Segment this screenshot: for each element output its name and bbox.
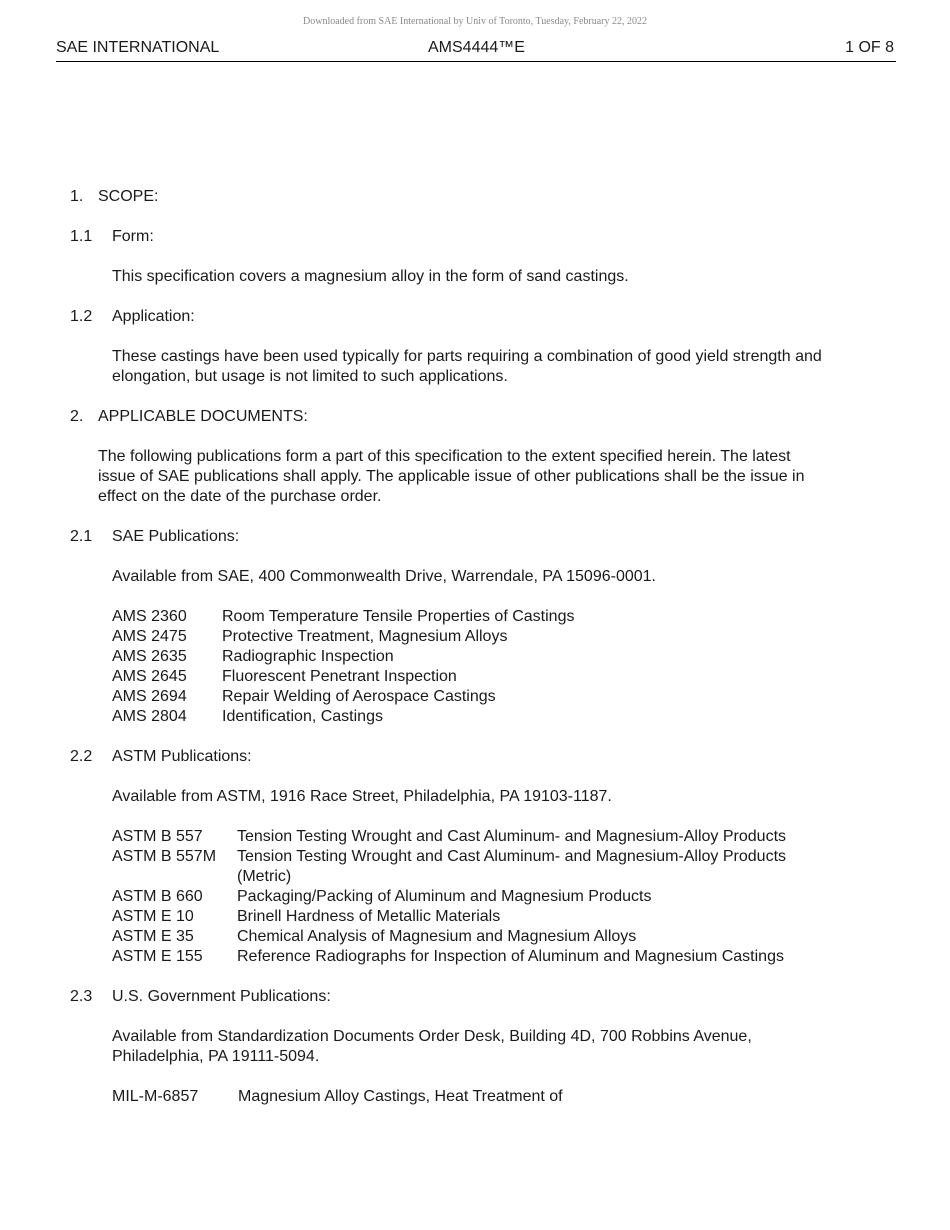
doc-code: AMS 2645 — [112, 668, 187, 685]
section-1-2-heading — [70, 307, 880, 327]
doc-code: ASTM B 557 — [112, 828, 203, 845]
doc-title: Tension Testing Wrought and Cast Aluminum- and Magnesium-Alloy Products (Metric) — [237, 848, 787, 885]
section-2-1-heading — [70, 527, 880, 547]
sae-availability: Available from SAE, 400 Commonwealth Drive, Warrendale, PA 15096-0001. — [112, 568, 656, 585]
sae-doc-row — [70, 667, 880, 687]
doc-code: ASTM E 155 — [112, 948, 203, 965]
doc-code: AMS 2360 — [112, 608, 187, 625]
download-watermark: Downloaded from SAE International by Univ of Toronto, Tuesday, February 22, 2022 — [303, 16, 647, 27]
sae-doc-row — [70, 687, 880, 707]
astm-doc-row — [70, 927, 880, 947]
gov-availability-line: Philadelphia, PA 19111-5094. — [112, 1048, 320, 1065]
application-paragraph-line: These castings have been used typically for parts requiring a combination of good yield strength and — [112, 348, 822, 365]
section-number: 2. — [70, 408, 84, 425]
section-2-3-heading — [70, 987, 880, 1007]
doc-code: AMS 2475 — [112, 628, 187, 645]
doc-code: MIL-M-6857 — [112, 1088, 199, 1105]
doc-title: Identification, Castings — [222, 708, 383, 725]
doc-title: Room Temperature Tensile Properties of Castings — [222, 608, 575, 625]
application-paragraph-line: elongation, but usage is not limited to such applications. — [112, 368, 508, 385]
astm-doc-row — [70, 907, 880, 927]
section-number: 1.2 — [70, 308, 93, 325]
document-body — [70, 187, 880, 1107]
astm-doc-row — [70, 847, 880, 887]
sae-doc-row — [70, 607, 880, 627]
doc-title: Brinell Hardness of Metallic Materials — [237, 908, 501, 925]
section-title: SCOPE: — [98, 188, 159, 205]
doc-code: AMS 2635 — [112, 648, 187, 665]
doc-code: ASTM E 35 — [112, 928, 194, 945]
gov-doc-row — [70, 1087, 880, 1107]
gov-availability-line: Available from Standardization Documents Order Desk, Building 4D, 700 Robbins Avenue, — [112, 1028, 752, 1045]
doc-code: ASTM B 557M — [112, 848, 217, 865]
section-title: Application: — [112, 308, 195, 325]
section-title: APPLICABLE DOCUMENTS: — [98, 408, 308, 425]
header-document-id: AMS4444™E — [428, 39, 525, 56]
form-paragraph: This specification covers a magnesium alloy in the form of sand castings. — [112, 268, 629, 285]
doc-title: Repair Welding of Aerospace Castings — [222, 688, 496, 705]
documents-intro-line: The following publications form a part of this specification to the extent specified herein. The latest — [98, 448, 791, 465]
doc-title: Radiographic Inspection — [222, 648, 394, 665]
doc-title: Protective Treatment, Magnesium Alloys — [222, 628, 508, 645]
section-2-heading — [70, 407, 880, 427]
sae-doc-row — [70, 707, 880, 727]
doc-title: Packaging/Packing of Aluminum and Magnesium Products — [237, 888, 652, 905]
doc-code: ASTM E 10 — [112, 908, 194, 925]
astm-doc-row — [70, 947, 880, 967]
doc-code: AMS 2694 — [112, 688, 187, 705]
section-title: SAE Publications: — [112, 528, 240, 545]
doc-title: Fluorescent Penetrant Inspection — [222, 668, 457, 685]
section-1-heading — [70, 187, 880, 207]
section-number: 2.3 — [70, 988, 93, 1005]
doc-title: Reference Radiographs for Inspection of Aluminum and Magnesium Castings — [237, 948, 784, 965]
doc-title: Tension Testing Wrought and Cast Aluminum- and Magnesium-Alloy Products — [237, 828, 787, 845]
section-number: 2.2 — [70, 748, 93, 765]
section-number: 1. — [70, 188, 84, 205]
doc-title: Chemical Analysis of Magnesium and Magnesium Alloys — [237, 928, 637, 945]
section-title: Form: — [112, 228, 154, 245]
section-title: ASTM Publications: — [112, 748, 252, 765]
documents-intro-line: issue of SAE publications shall apply. The applicable issue of other publications shall be the issue in — [98, 468, 805, 485]
section-number: 2.1 — [70, 528, 93, 545]
section-number: 1.1 — [70, 228, 93, 245]
doc-title: Magnesium Alloy Castings, Heat Treatment of — [238, 1088, 563, 1105]
section-title: U.S. Government Publications: — [112, 988, 331, 1005]
header-publisher: SAE INTERNATIONAL — [56, 39, 220, 56]
sae-doc-row — [70, 627, 880, 647]
page-header — [56, 39, 896, 62]
documents-intro-line: effect on the date of the purchase order. — [98, 488, 382, 505]
sae-doc-row — [70, 647, 880, 667]
astm-doc-row — [70, 887, 880, 907]
header-page-number: 1 OF 8 — [845, 39, 894, 56]
doc-code: AMS 2804 — [112, 708, 187, 725]
astm-availability: Available from ASTM, 1916 Race Street, Philadelphia, PA 19103-1187. — [112, 788, 612, 805]
astm-doc-row — [70, 827, 880, 847]
doc-code: ASTM B 660 — [112, 888, 203, 905]
section-1-1-heading — [70, 227, 880, 247]
section-2-2-heading — [70, 747, 880, 767]
